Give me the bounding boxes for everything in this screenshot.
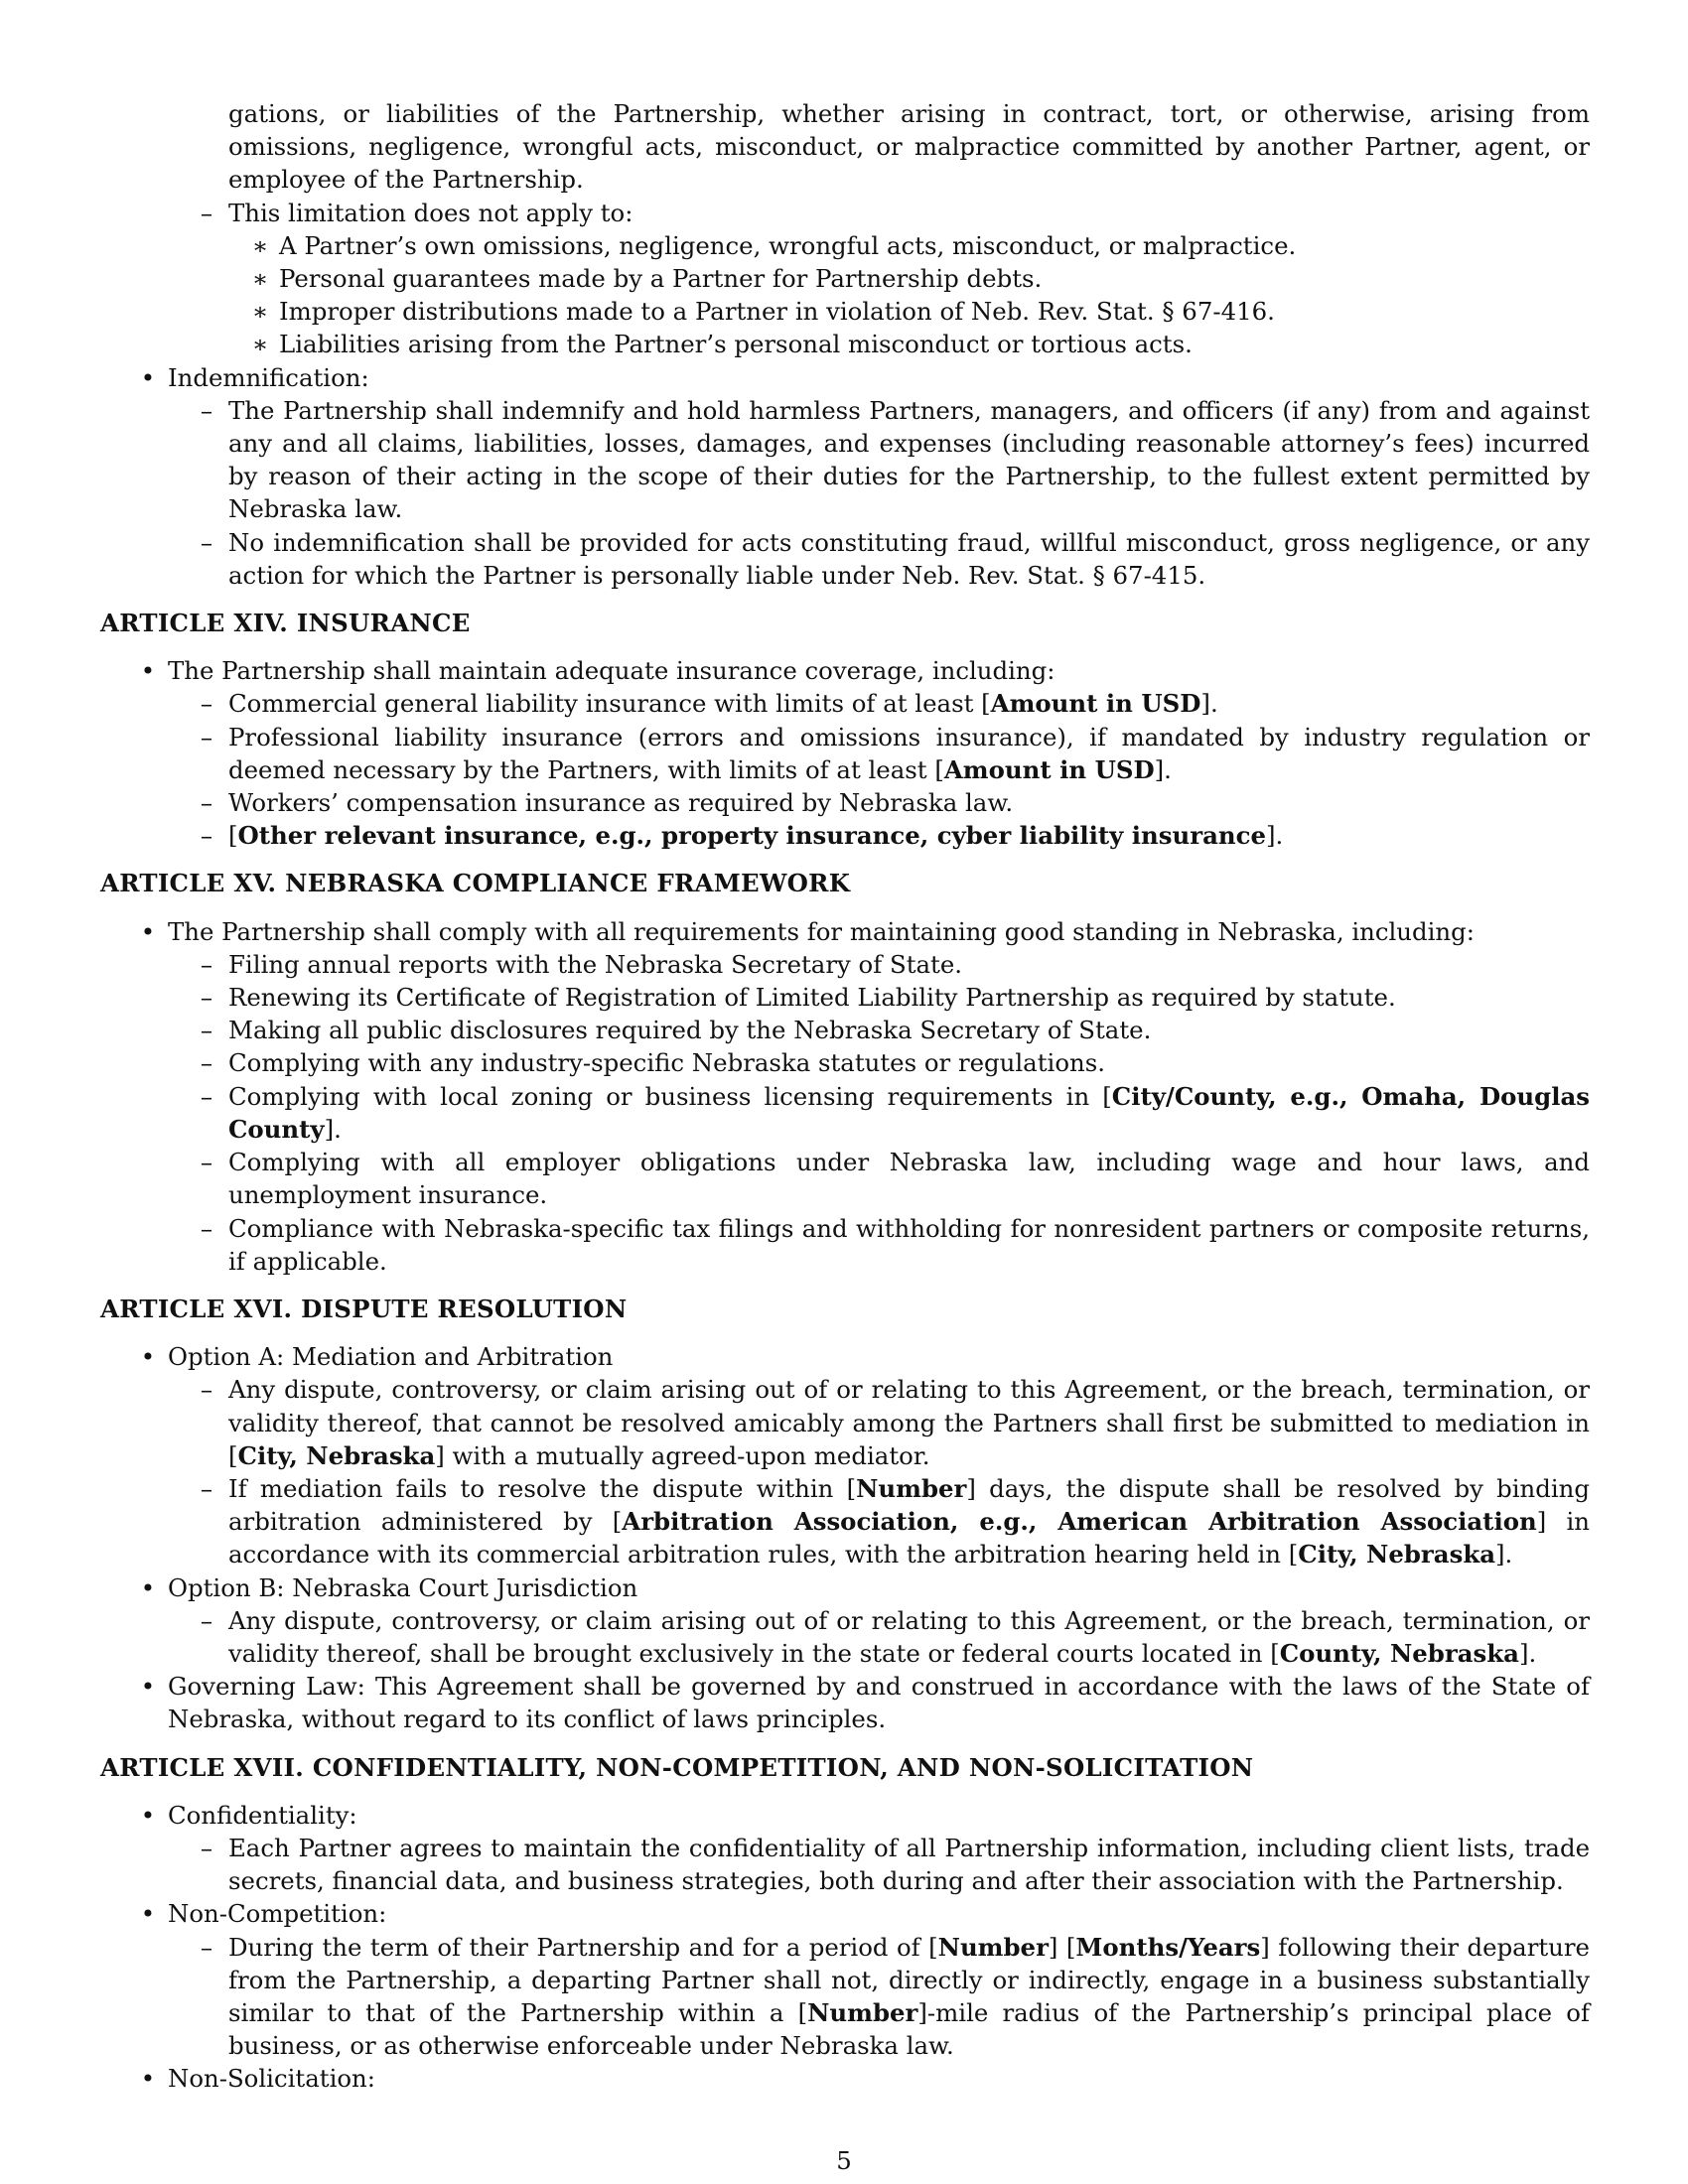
bullet-marker: •	[140, 1672, 156, 1702]
placeholder-field: Other relevant insurance, e.g., property insurance, cyber liability insurance	[237, 821, 1267, 851]
dash-marker: –	[200, 821, 213, 851]
placeholder-field: City, Nebraska	[1298, 1540, 1496, 1570]
placeholder-field: Amount in USD	[943, 754, 1155, 784]
placeholder-field: Arbitration Association, e.g., American Arbitration Association	[622, 1507, 1537, 1537]
list-item: ∗ A Partner’s own omissions, negligence, wrongful acts, misconduct, or malpractice.	[100, 229, 1590, 262]
list-item: • Non-Competition:	[100, 1897, 1590, 1930]
article-15-heading: ARTICLE XV. NEBRASKA COMPLIANCE FRAMEWORK	[100, 869, 851, 898]
list-item: • Governing Law: This Agreement shall be governed by and construed in accordance with the laws of the State of Nebraska, without regard to its conflict of laws principles.	[100, 1670, 1590, 1735]
list-item: gations, or liabilities of the Partnership, whether arising in contract, tort, or otherwise, arising from omissions, negligence, wrongful acts, misconduct, or malpractice committed by another Partner, agent, or employee of the Partnership.	[228, 99, 1590, 195]
list-item: – Filing annual reports with the Nebraska Secretary of State.	[100, 948, 1590, 981]
dash-marker: –	[200, 689, 213, 719]
dash-marker: –	[200, 1375, 213, 1405]
dash-marker: –	[200, 1605, 213, 1635]
dash-marker: –	[200, 527, 213, 557]
star-marker: ∗	[251, 264, 269, 294]
dash-marker: –	[200, 1048, 213, 1078]
bullet-marker: •	[140, 1342, 156, 1372]
bullet-marker: •	[140, 1899, 156, 1929]
bullet-marker: •	[140, 656, 156, 686]
page-number: 5	[836, 2146, 852, 2175]
dash-marker: –	[200, 1016, 213, 1045]
dash-marker: –	[200, 1081, 213, 1111]
placeholder-field: Amount in USD	[990, 689, 1201, 719]
list-item: – If mediation fails to resolve the dispute within [Number] days, the dispute shall be resolved by binding arbitration administered by [Arbitration Association, e.g., American Arbitration Association] in accordance with its commercial arbitration rules, with the arbitration hearing held in [City, Nebraska].	[100, 1472, 1590, 1571]
list-item: • Option A: Mediation and Arbitration	[100, 1340, 1590, 1373]
list-item: – Complying with local zoning or business licensing requirements in [City/County, e.g., Omaha, Douglas County].	[100, 1080, 1590, 1146]
dash-marker: –	[200, 788, 213, 818]
placeholder-field: Months/Years	[1075, 1932, 1261, 1962]
list-item: – The Partnership shall indemnify and hold harmless Partners, managers, and officers (if any) from and against any and all claims, liabilities, losses, damages, and expenses (including reasonable attorney’s fees) incurred by reason of their acting in the scope of their duties for the Partnership, to the fullest extent permitted by Nebraska law.	[100, 394, 1590, 526]
article-17-heading: ARTICLE XVII. CONFIDENTIALITY, NON-COMPETITION, AND NON-SOLICITATION	[100, 1752, 1254, 1782]
dash-marker: –	[200, 1833, 213, 1862]
star-marker: ∗	[251, 297, 269, 327]
dash-marker: –	[200, 1932, 213, 1962]
article-16-heading: ARTICLE XVI. DISPUTE RESOLUTION	[100, 1294, 628, 1323]
list-item: – No indemnification shall be provided for acts constituting fraud, willful misconduct, gross negligence, or any action for which the Partner is personally liable under Neb. Rev. Stat. § 67-415.	[100, 526, 1590, 592]
dash-marker: –	[200, 1473, 213, 1503]
list-item: • The Partnership shall maintain adequate insurance coverage, including:	[100, 654, 1590, 687]
list-item: ∗ Personal guarantees made by a Partner for Partnership debts.	[100, 262, 1590, 295]
list-item: ∗ Liabilities arising from the Partner’s personal misconduct or tortious acts.	[100, 328, 1590, 360]
list-item: – This limitation does not apply to:	[100, 197, 1590, 229]
placeholder-field: City, Nebraska	[237, 1440, 436, 1470]
list-item: • Indemnification:	[100, 361, 1590, 394]
dash-marker: –	[200, 722, 213, 751]
document-page	[100, 97, 1590, 2096]
list-item: – Professional liability insurance (errors and omissions insurance), if mandated by industry regulation or deemed necessary by the Partners, with limits of at least [Amount in USD].	[100, 721, 1590, 786]
list-item: • Non-Solicitation:	[100, 2062, 1590, 2095]
placeholder-field: Number	[807, 1997, 918, 2027]
bullet-marker: •	[140, 1800, 156, 1830]
list-item: ∗ Improper distributions made to a Partner in violation of Neb. Rev. Stat. § 67-416.	[100, 295, 1590, 328]
list-item: – Commercial general liability insurance with limits of at least [Amount in USD].	[100, 687, 1590, 720]
list-item: – Workers’ compensation insurance as required by Nebraska law.	[100, 786, 1590, 819]
placeholder-field: Number	[937, 1932, 1049, 1962]
list-item: • Confidentiality:	[100, 1799, 1590, 1832]
list-item: – [Other relevant insurance, e.g., property insurance, cyber liability insurance].	[100, 819, 1590, 852]
dash-marker: –	[200, 198, 213, 227]
star-marker: ∗	[251, 230, 269, 260]
dash-marker: –	[200, 1213, 213, 1243]
list-item: – Renewing its Certificate of Registration of Limited Liability Partnership as required by statute.	[100, 981, 1590, 1014]
placeholder-field: City/County, e.g., Omaha, Douglas County	[228, 1081, 1590, 1144]
dash-marker: –	[200, 983, 213, 1013]
star-marker: ∗	[251, 330, 269, 359]
list-item: – Any dispute, controversy, or claim arising out of or relating to this Agreement, or the breach, termination, or validity thereof, shall be brought exclusively in the state or federal courts located in [County, Nebraska].	[100, 1604, 1590, 1670]
bullet-marker: •	[140, 1572, 156, 1602]
list-item: – Complying with any industry-specific Nebraska statutes or regulations.	[100, 1046, 1590, 1079]
dash-marker: –	[200, 395, 213, 425]
list-item: – Each Partner agrees to maintain the confidentiality of all Partnership information, including client lists, trade secrets, financial data, and business strategies, both during and after their association with the Partnership.	[100, 1832, 1590, 1897]
list-item: • The Partnership shall comply with all requirements for maintaining good standing in Nebraska, including:	[100, 915, 1590, 948]
bullet-marker: •	[140, 916, 156, 946]
list-item: – Compliance with Nebraska-specific tax filings and withholding for nonresident partners or composite returns, if applicable.	[100, 1212, 1590, 1278]
list-item: – Complying with all employer obligations under Nebraska law, including wage and hour laws, and unemployment insurance.	[100, 1146, 1590, 1211]
list-item: – During the term of their Partnership and for a period of [Number] [Months/Years] following their departure from the Partnership, a departing Partner shall not, directly or indirectly, engage in a business substantially similar to that of the Partnership within a [Number]-mile radius of the Partnership’s principal place of business, or as otherwise enforceable under Nebraska law.	[100, 1931, 1590, 2063]
bullet-marker: •	[140, 2064, 156, 2094]
placeholder-field: Number	[856, 1473, 967, 1503]
list-item: – Any dispute, controversy, or claim arising out of or relating to this Agreement, or the breach, termination, or validity thereof, that cannot be resolved amicably among the Partners shall first be submitted to mediation in [City, Nebraska] with a mutually agreed-upon mediator.	[100, 1373, 1590, 1472]
list-item: • Option B: Nebraska Court Jurisdiction	[100, 1571, 1590, 1604]
dash-marker: –	[200, 949, 213, 979]
bullet-marker: •	[140, 362, 156, 392]
dash-marker: –	[200, 1148, 213, 1177]
placeholder-field: County, Nebraska	[1279, 1638, 1519, 1668]
list-item: – Making all public disclosures required by the Nebraska Secretary of State.	[100, 1014, 1590, 1046]
article-14-heading: ARTICLE XIV. INSURANCE	[100, 609, 471, 638]
